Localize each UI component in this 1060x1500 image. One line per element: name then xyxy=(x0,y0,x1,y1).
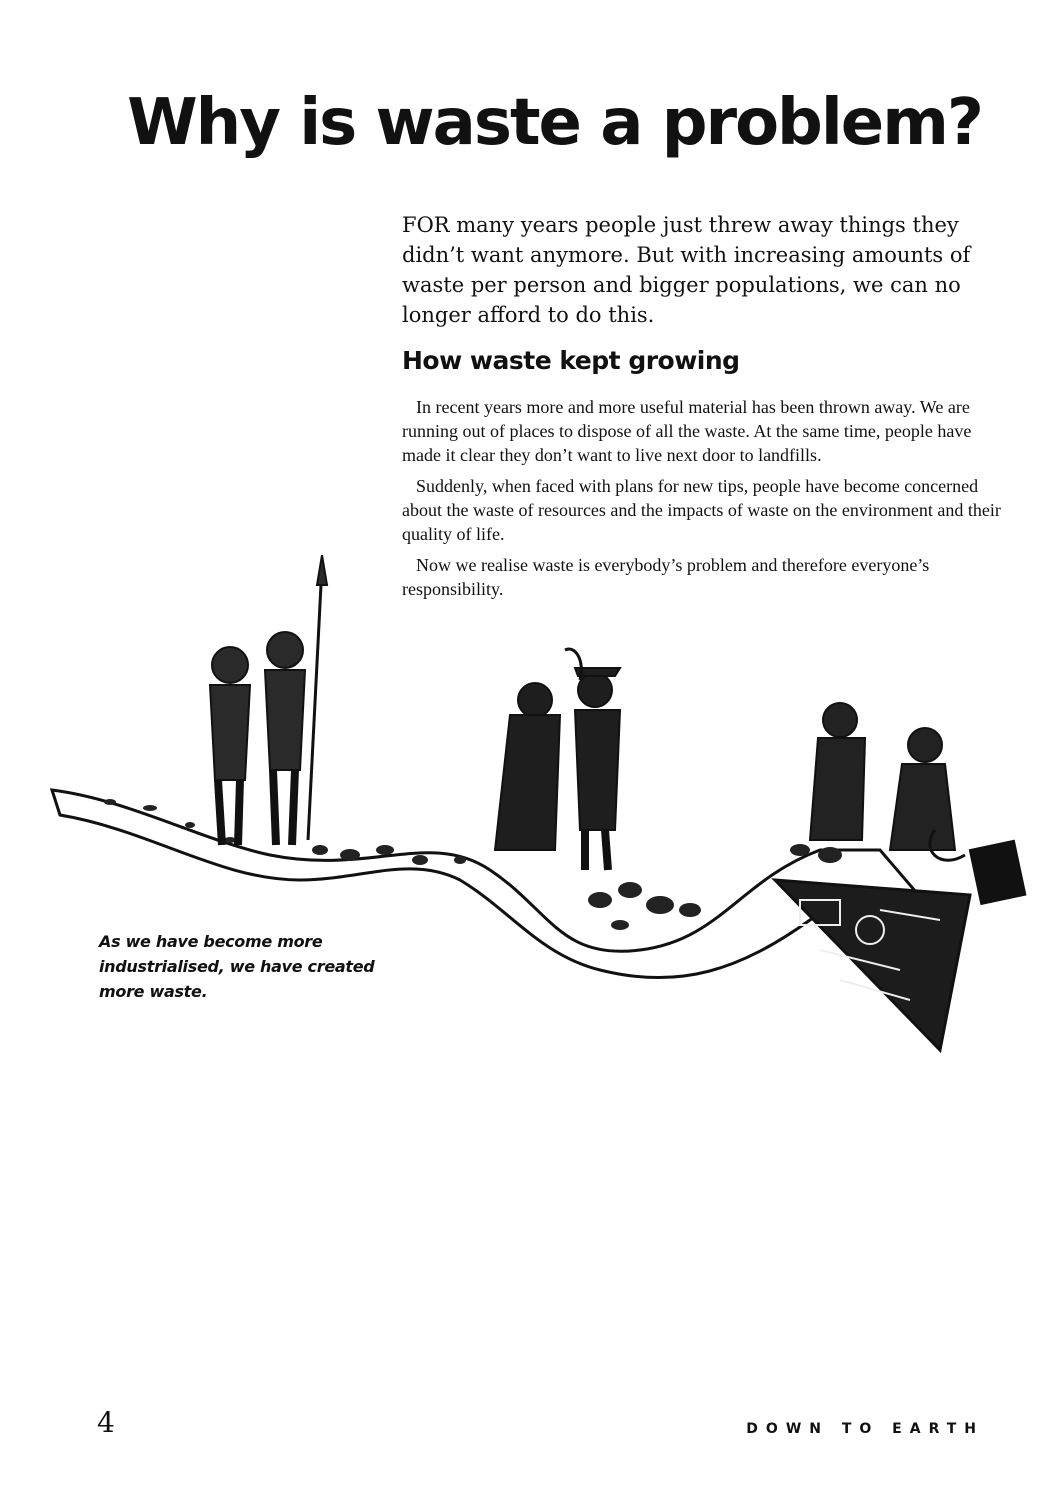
page-title: Why is waste a problem? xyxy=(127,86,982,160)
figure-group-early xyxy=(210,555,327,845)
intro-paragraph: FOR many years people just threw away things they didn’t want anymore. But with increasing amounts of waste per person and bigger populations, we can no longer afford to do this. xyxy=(402,213,971,327)
section-heading: How waste kept growing xyxy=(402,346,740,375)
illustration-caption: As we have become more industrialised, we have created more waste. xyxy=(99,932,375,1001)
body-paragraph: Suddenly, when faced with plans for new tips, people have become concerned about the waste of resources and the impacts of waste on the environment and their quality of life. xyxy=(402,476,1001,544)
running-footer: DOWN TO EARTH xyxy=(746,1421,984,1437)
figure-group-settlers xyxy=(495,649,620,870)
body-paragraph: In recent years more and more useful material has been thrown away. We are running out of places to dispose of all the waste. At the same time, people have made it clear they don’t want to live next door to landfills. xyxy=(402,397,972,465)
landfill-pile xyxy=(775,880,970,1050)
body-paragraph: Now we realise waste is everybody’s problem and therefore everyone’s responsibility. xyxy=(402,555,930,599)
page-number: 4 xyxy=(97,1406,115,1439)
